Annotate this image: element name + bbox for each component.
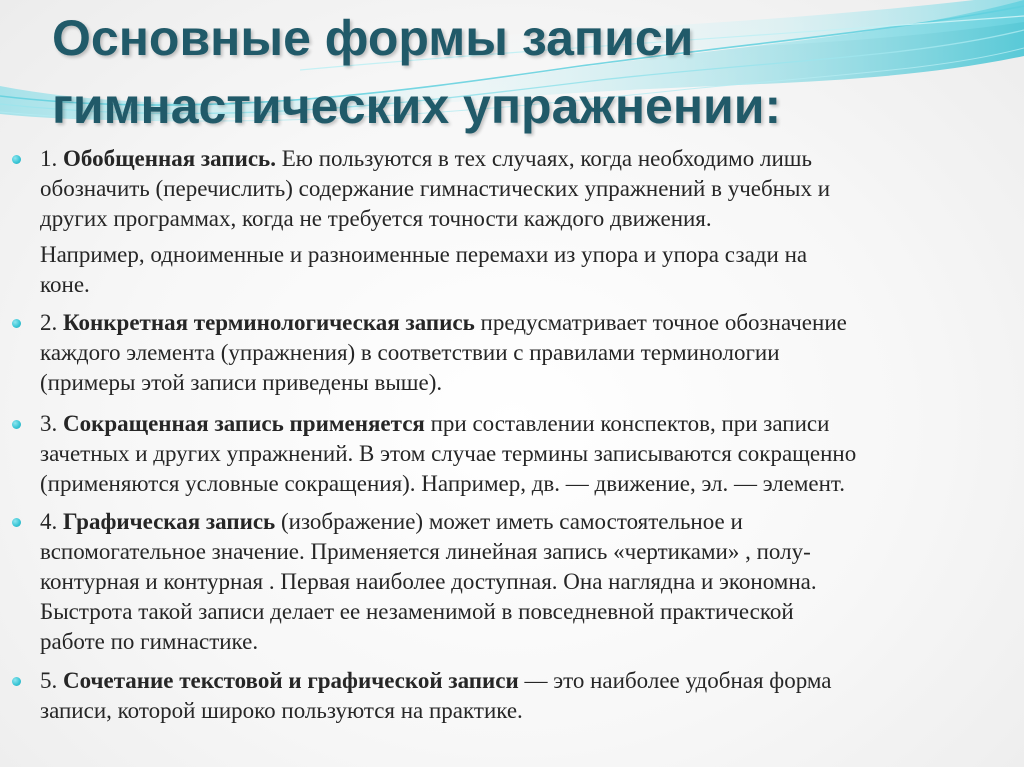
item-number: 1.	[40, 146, 58, 171]
list-item	[0, 308, 1024, 398]
item-term: Обобщенная запись.	[63, 146, 276, 171]
item-text-line: работе по гимнастике.	[40, 629, 259, 654]
bullet-icon	[12, 420, 21, 429]
slide-title	[52, 4, 781, 140]
item-term: Сокращенная запись применяется	[63, 411, 425, 436]
item-term: Конкретная терминологическая запись	[63, 310, 475, 335]
list-item	[0, 507, 1024, 657]
item-term: Сочетание текстовой и графической записи	[63, 668, 519, 693]
item-number: 3.	[40, 411, 58, 436]
item-number: 2.	[40, 310, 58, 335]
item-text-line: Быстрота такой записи делает ее незаменимой в повседневной практической	[40, 599, 794, 624]
item-text: при составлении конспектов, при записи	[430, 411, 830, 436]
note-text-line: коне.	[40, 272, 90, 297]
bullet-icon	[12, 319, 21, 328]
item-text: (изображение) может иметь самостоятельное и	[280, 509, 743, 534]
item-first-line	[0, 507, 1024, 537]
item-text-line: записи, которой широко пользуются на практике.	[40, 698, 523, 723]
example-note	[0, 240, 1024, 300]
bullet-icon	[12, 677, 21, 686]
item-text-line: (примеры этой записи приведены выше).	[40, 370, 443, 395]
item-number: 4.	[40, 509, 58, 534]
list-item	[0, 409, 1024, 499]
item-text: Ею пользуются в тех случаях, когда необходимо лишь	[281, 146, 812, 171]
note-text-line: Например, одноименные и разноименные перемахи из упора и упора сзади на	[40, 242, 808, 267]
item-first-line	[0, 409, 1024, 439]
item-text: — это наиболее удобная форма	[524, 668, 832, 693]
item-term: Графическая запись	[63, 509, 276, 534]
title-line: гимнастических упражнении:	[52, 78, 782, 134]
item-text-line: каждого элемента (упражнения) в соответствии с правилами терминологии	[40, 340, 780, 365]
item-text-line: вспомогательное значение. Применяется линейная запись «чертиками» , полу-	[40, 539, 811, 564]
bullet-icon	[12, 518, 21, 527]
item-first-line	[0, 308, 1024, 338]
bullet-icon	[12, 155, 21, 164]
list-item	[0, 144, 1024, 234]
item-first-line	[0, 144, 1024, 174]
list-item	[0, 666, 1024, 726]
item-text-line: других программах, когда не требуется точности каждого движения.	[40, 206, 712, 231]
title-line: Основные формы записи	[52, 10, 694, 66]
item-number: 5.	[40, 668, 58, 693]
item-text-line: контурная и контурная . Первая наиболее доступная. Она наглядна и экономна.	[40, 569, 817, 594]
item-text-line: зачетных и других упражнений. В этом случае термины записываются сокращенно	[40, 441, 857, 466]
item-first-line	[0, 666, 1024, 696]
item-text-line: обозначить (перечислить) содержание гимнастических упражнений в учебных и	[40, 176, 830, 201]
item-text: предусматривает точное обозначение	[480, 310, 847, 335]
item-text-line: (применяются условные сокращения). Например, дв. — движение, эл. — элемент.	[40, 471, 845, 496]
